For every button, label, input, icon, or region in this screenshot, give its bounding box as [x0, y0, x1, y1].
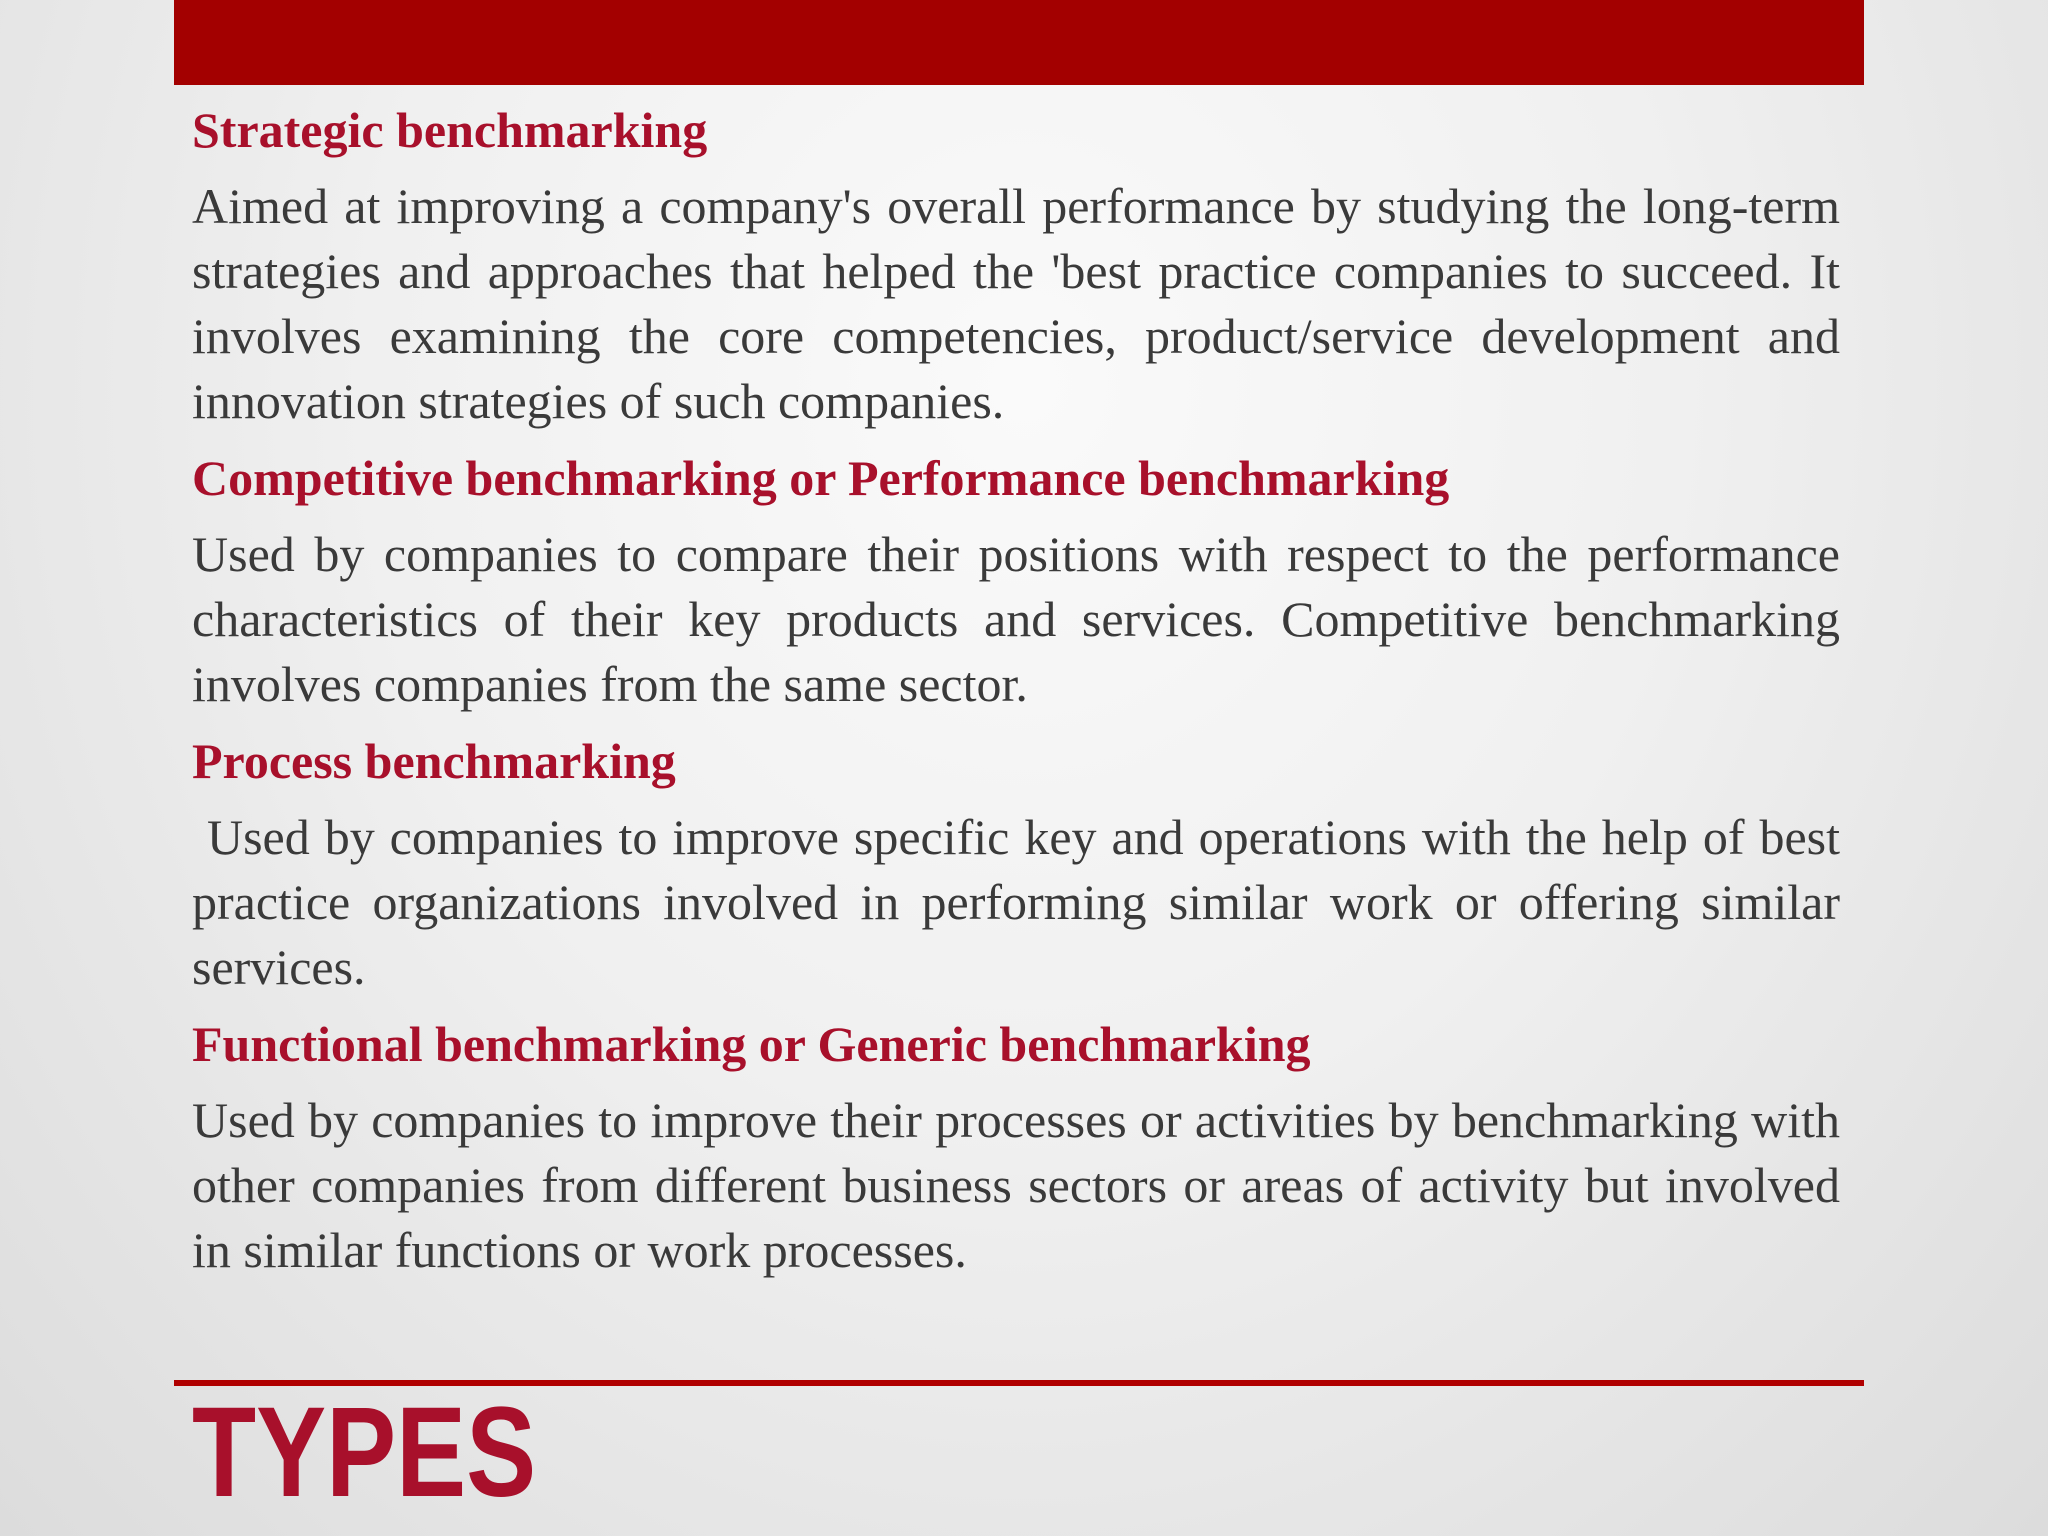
- section-body: Used by companies to improve specific key and operations with the help of best practice organizations involved in performing similar work or offering similar services.: [192, 809, 1853, 995]
- section-strategic: [192, 98, 1840, 434]
- slide-content: [192, 98, 1853, 1295]
- section-heading: Functional benchmarking or Generic benchmarking: [192, 1016, 1311, 1072]
- section-body: Aimed at improving a company's overall performance by studying the long-term strategies and approaches that helped the 'best practice companies to succeed. It involves examining the core competencies, product/service development and innovation strategies of such companies.: [192, 178, 1840, 429]
- section-process: [192, 729, 1853, 1000]
- section-heading: Strategic benchmarking: [192, 102, 708, 158]
- section-heading: Competitive benchmarking or Performance benchmarking: [192, 450, 1450, 506]
- section-functional: [192, 1012, 1840, 1283]
- section-heading: Process benchmarking: [192, 733, 676, 789]
- slide-title: TYPES: [192, 1381, 537, 1524]
- section-body: Used by companies to improve their processes or activities by benchmarking with other companies from different business sectors or areas of activity but involved in similar functions or work processes.: [192, 1092, 1840, 1278]
- top-accent-bar: [174, 0, 1864, 85]
- section-competitive: [192, 446, 1840, 717]
- section-body: Used by companies to compare their positions with respect to the performance characteristics of their key products and services. Competitive benchmarking involves companies from the same sector.: [192, 526, 1840, 712]
